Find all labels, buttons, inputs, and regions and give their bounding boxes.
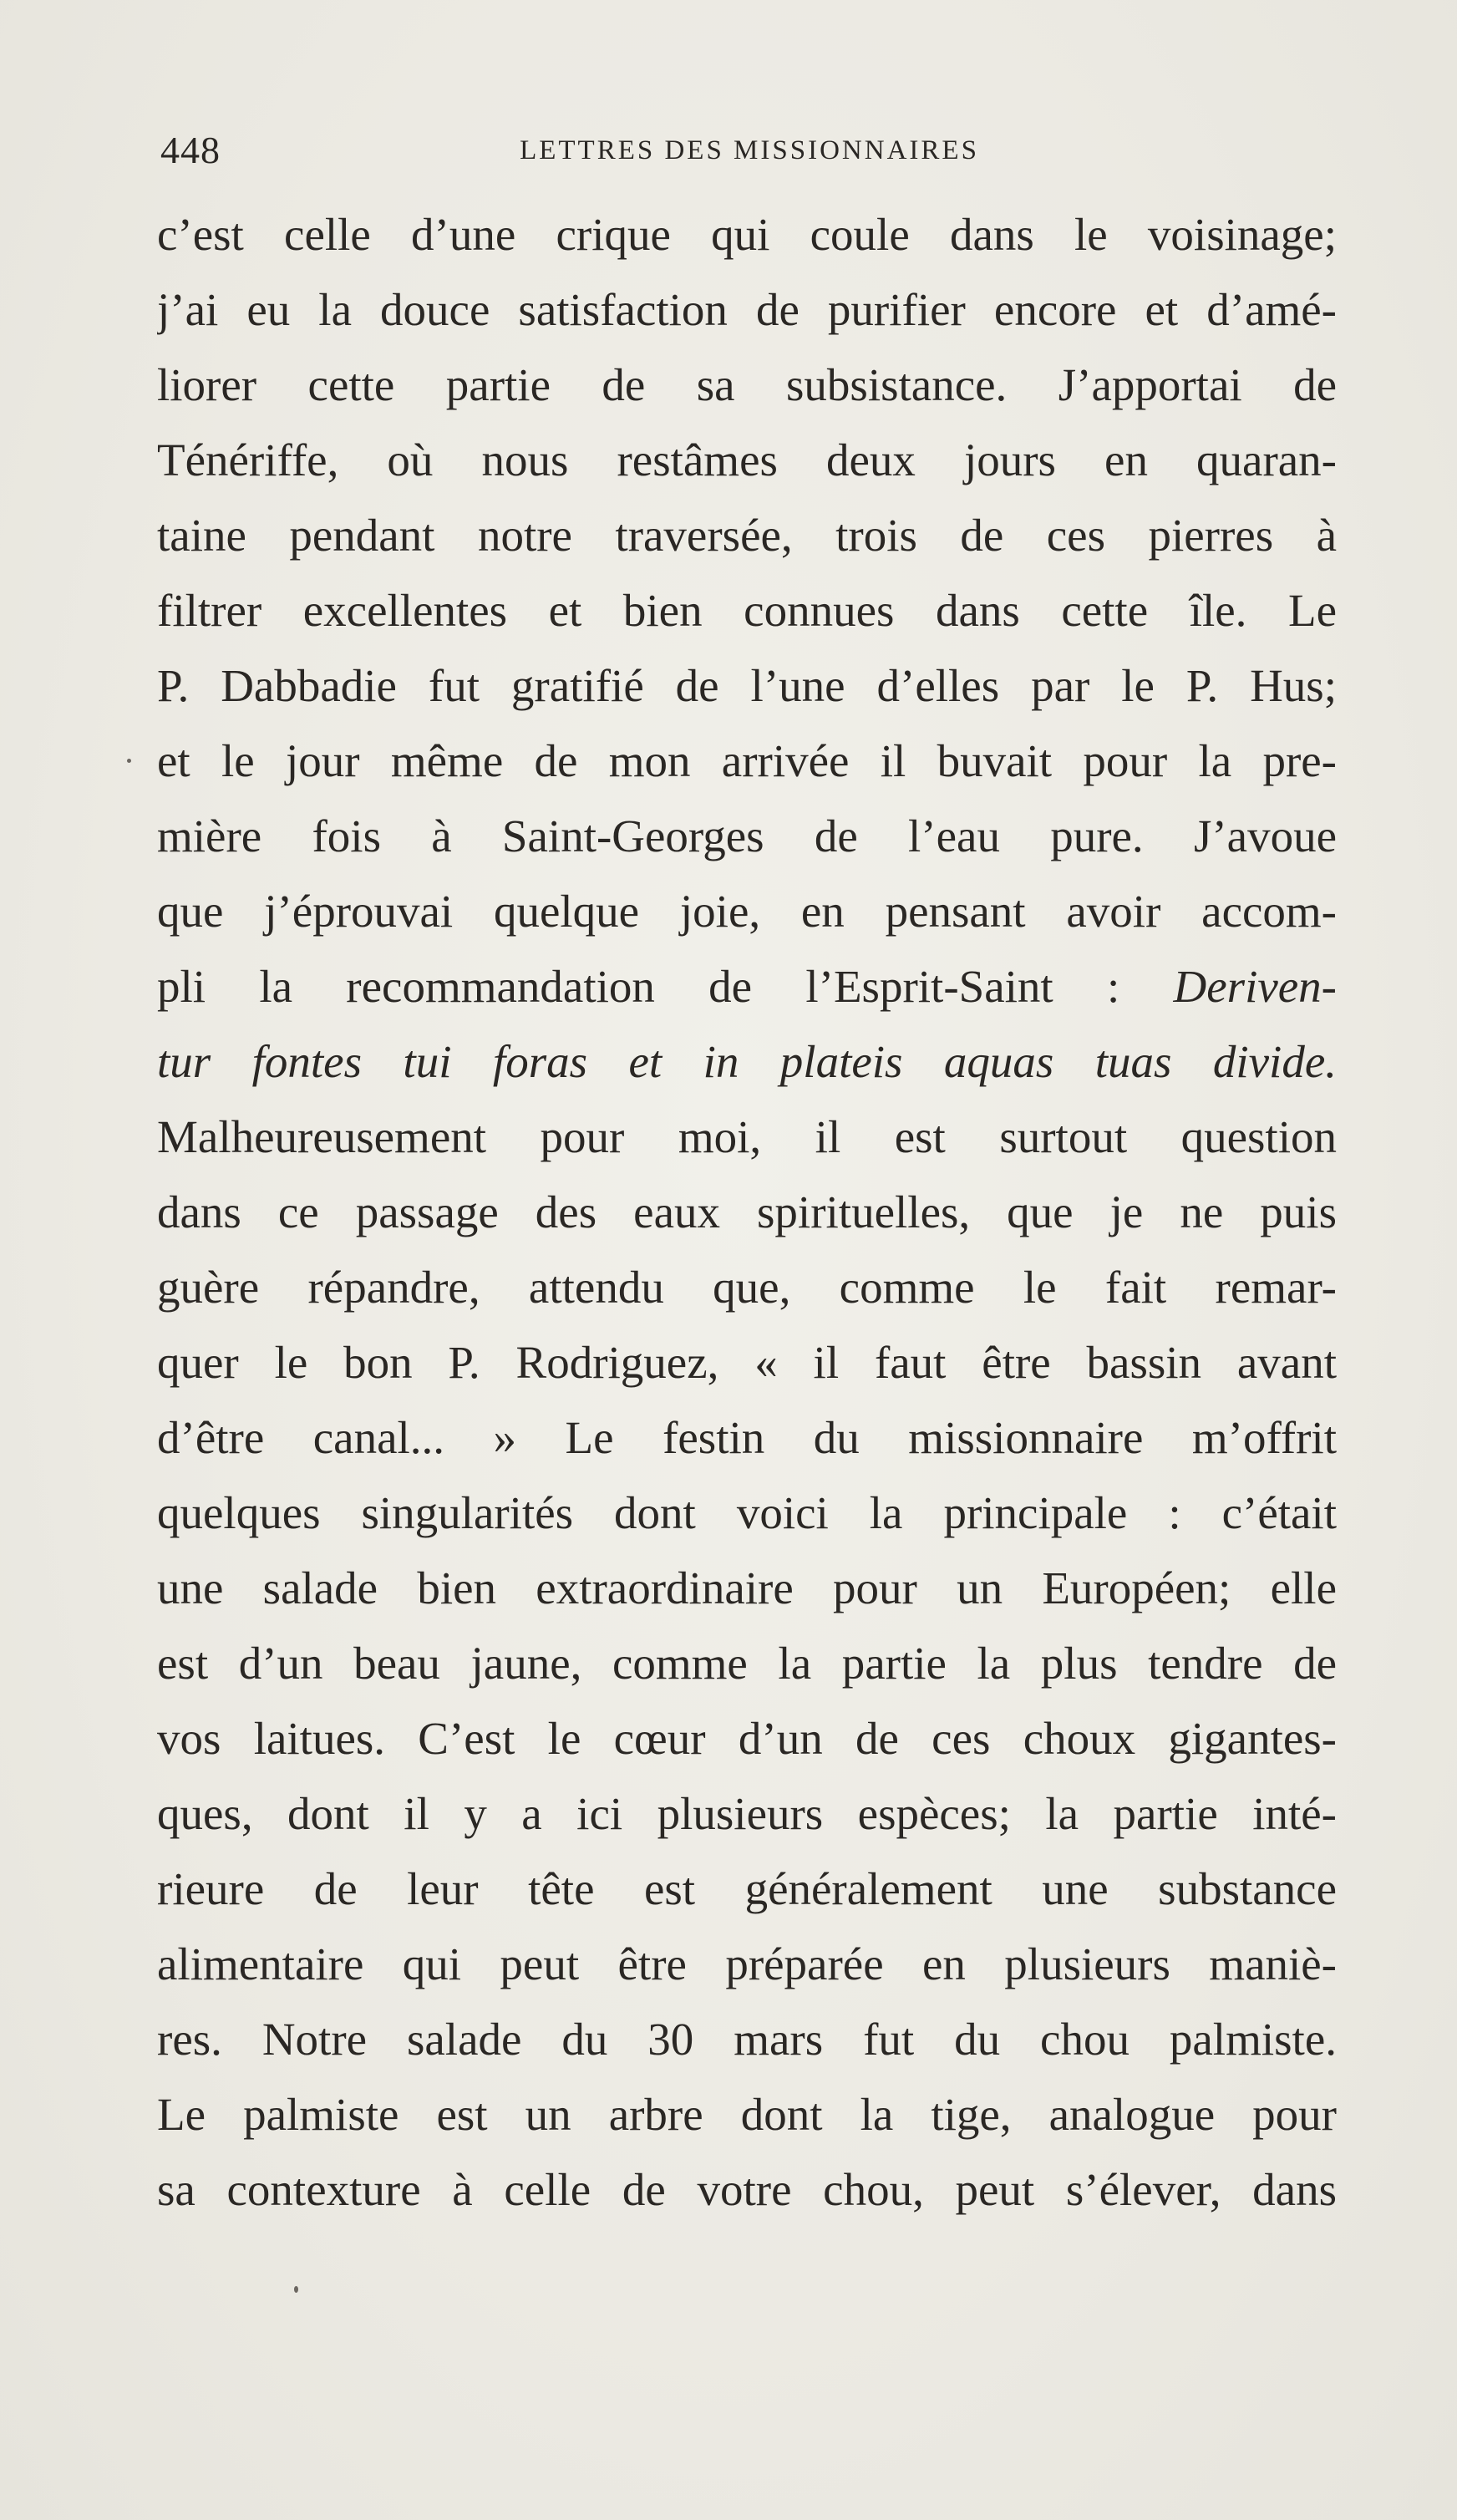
text-line: ques, dont il y a ici plusieurs espèces; la partie inté-: [157, 1788, 1337, 1839]
text-line: Ténériffe, où nous restâmes deux jours en quaran-: [157, 434, 1337, 485]
text-line: et le jour même de mon arrivée il buvait pour la pre-: [157, 735, 1337, 786]
text-line: rieure de leur tête est généralement une substance: [157, 1863, 1337, 1914]
text-line: une salade bien extraordinaire pour un Européen; elle: [157, 1562, 1337, 1613]
text-line: vos laitues. C’est le cœur d’un de ces choux gigantes-: [157, 1713, 1337, 1764]
text-line: P. Dabbadie fut gratifié de l’une d’elles par le P. Hus;: [157, 660, 1337, 711]
text-line: c’est celle d’une crique qui coule dans le voisinage;: [157, 209, 1337, 260]
text-line: est d’un beau jaune, comme la partie la plus tendre de: [157, 1638, 1337, 1689]
text-line: quer le bon P. Rodriguez, « il faut être bassin avant: [157, 1337, 1337, 1388]
text-line: Malheureusement pour moi, il est surtout question: [157, 1111, 1337, 1162]
paper-speck: [294, 2286, 298, 2293]
text-line: quelques singularités dont voici la principale : c’était: [157, 1487, 1337, 1538]
text-line: tur fontes tui foras et in plateis aquas tuas divide.: [157, 1036, 1337, 1087]
running-title: LETTRES DES MISSIONNAIRES: [520, 135, 979, 165]
text-line: Le palmiste est un arbre dont la tige, analogue pour: [157, 2089, 1337, 2140]
text-line: d’être canal... » Le festin du missionnaire m’offrit: [157, 1412, 1337, 1463]
text-line: taine pendant notre traversée, trois de ces pierres à: [157, 510, 1337, 561]
text-line: res. Notre salade du 30 mars fut du chou palmiste.: [157, 2014, 1337, 2065]
text-line: mière fois à Saint-Georges de l’eau pure. J’avoue: [157, 810, 1337, 861]
text-line: alimentaire qui peut être préparée en plusieurs maniè-: [157, 1938, 1337, 1989]
paper-speck: [127, 759, 131, 763]
text-line: liorer cette partie de sa subsistance. J’apportai de: [157, 359, 1337, 410]
text-line: j’ai eu la douce satisfaction de purifier encore et d’amé-: [157, 284, 1337, 335]
text-line: dans ce passage des eaux spirituelles, que je ne puis: [157, 1186, 1337, 1237]
page-number: 448: [160, 129, 221, 171]
text-line: que j’éprouvai quelque joie, en pensant avoir accom-: [157, 886, 1337, 937]
body-text: [157, 197, 1337, 2228]
text-line: pli la recommandation de l’Esprit-Saint : Deriven-: [157, 961, 1337, 1012]
text-line: guère répandre, attendu que, comme le fait remar-: [157, 1262, 1337, 1313]
page-header: [160, 125, 1338, 175]
text-line: sa contexture à celle de votre chou, peut s’élever, dans: [157, 2164, 1337, 2215]
text-line: filtrer excellentes et bien connues dans cette île. Le: [157, 585, 1337, 636]
